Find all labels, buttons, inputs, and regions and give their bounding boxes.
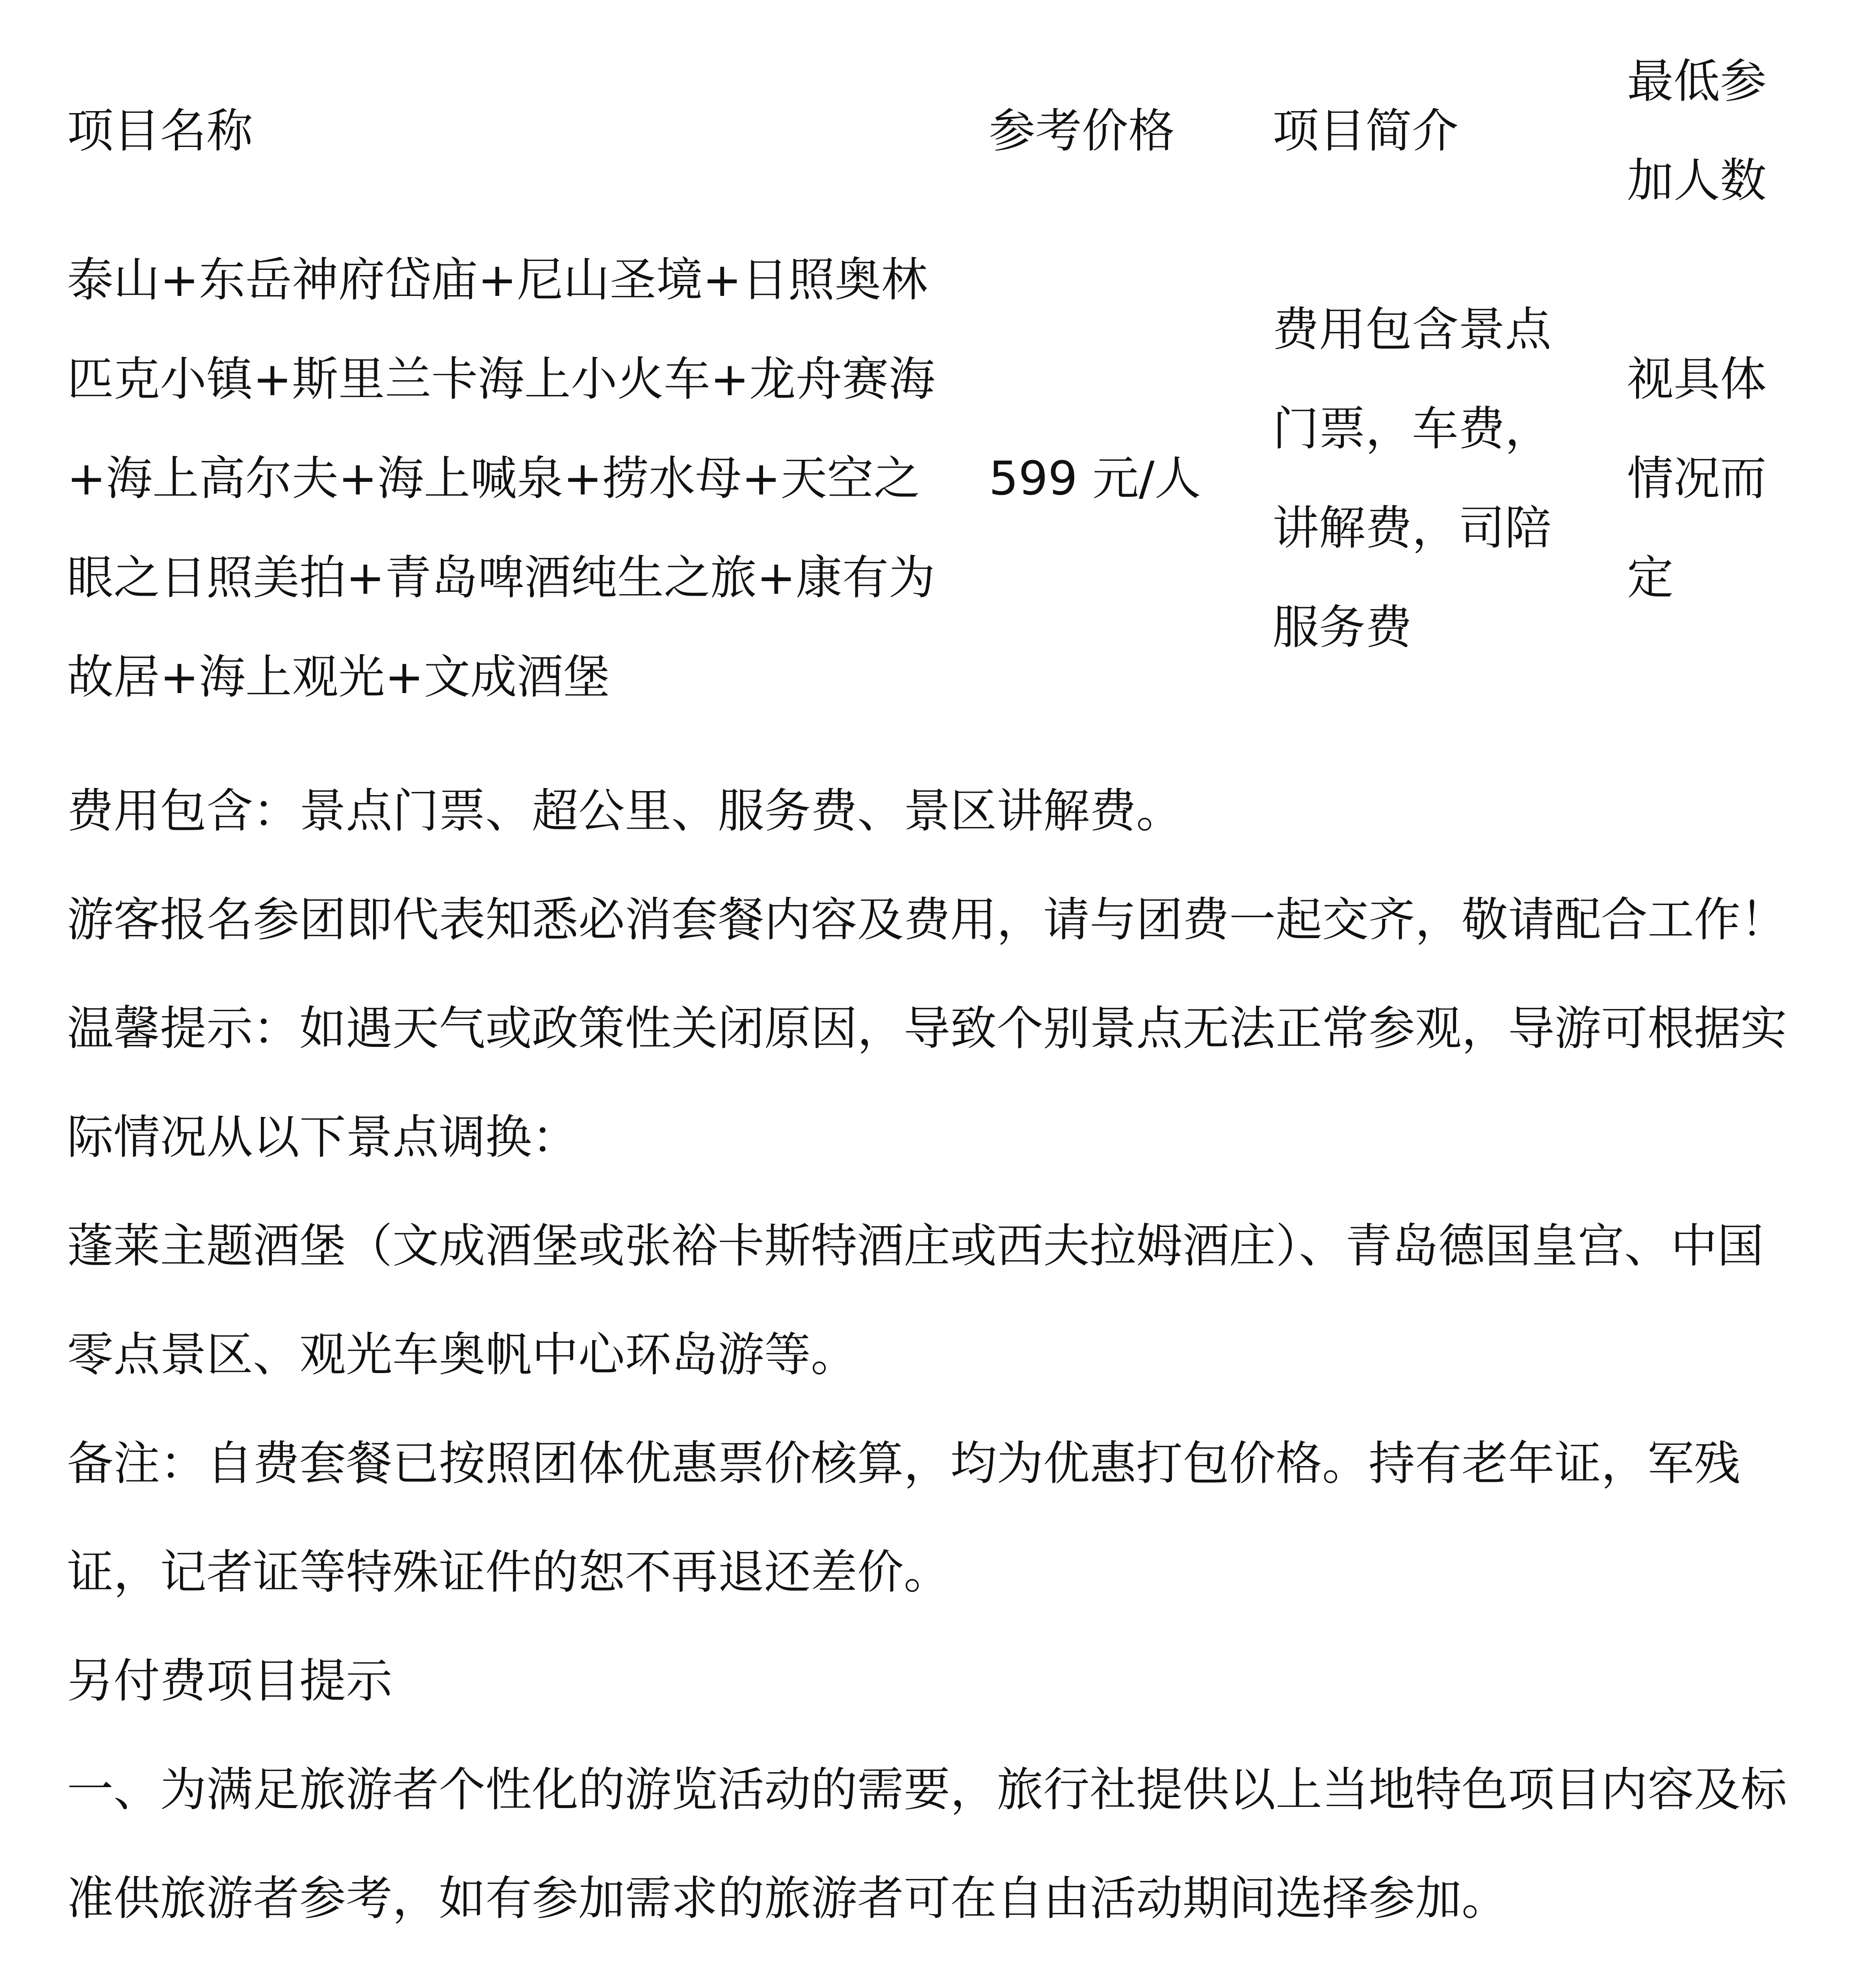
min-participants-text: 视具体情况而定 bbox=[1627, 352, 1767, 605]
extra-fee-item-1: 一、为满足旅游者个性化的游览活动的需要，旅行社提供以上当地特色项目内容及标准供旅游者参考，如有参加需求的旅游者可在自由活动期间选择参加。 bbox=[67, 1762, 1787, 1925]
cell-item-name bbox=[67, 230, 989, 727]
optional-items-table bbox=[67, 32, 1808, 727]
remarks-paragraph: 备注：自费套餐已按照团体优惠票价核算，均为优惠打包价格。持有老年证，军残证，记者证等特殊证件的恕不再退还差价。 bbox=[67, 1436, 1741, 1599]
cell-min-participants bbox=[1627, 230, 1808, 727]
header-item-description: 项目简介 bbox=[1272, 104, 1459, 158]
alternative-spots-paragraph: 蓬莱主题酒堡（文成酒堡或张裕卡斯特酒庄或西夫拉姆酒庄）、青岛德国皇宫、中国零点景区、观光车奥帆中心环岛游等。 bbox=[67, 1219, 1764, 1382]
notes-section bbox=[67, 756, 1808, 1970]
table-row bbox=[67, 230, 1808, 727]
table-header-row bbox=[67, 32, 1808, 230]
header-reference-price: 参考价格 bbox=[989, 104, 1175, 158]
extra-fee-heading: 另付费项目提示 bbox=[67, 1654, 393, 1708]
header-min-participants bbox=[1627, 32, 1808, 230]
cell-item-description bbox=[1272, 230, 1627, 727]
registration-notice-paragraph: 游客报名参团即代表知悉必消套餐内容及费用，请与团费一起交齐，敬请配合工作！ bbox=[67, 892, 1787, 947]
cell-reference-price: 599 元/人 bbox=[989, 451, 1201, 506]
header-item-name: 项目名称 bbox=[67, 104, 253, 158]
fee-includes-paragraph: 费用包含：景点门票、超公里、服务费、景区讲解费。 bbox=[67, 784, 1183, 838]
warm-tip-paragraph: 温馨提示：如遇天气或政策性关闭原因，导致个别景点无法正常参观，导游可根据实际情况从以下景点调换： bbox=[67, 1001, 1787, 1164]
extra-fee-item-2 bbox=[67, 1953, 1808, 1970]
header-min-participants-text: 最低参加人数 bbox=[1627, 54, 1767, 208]
item-name-text: 泰山+东岳神府岱庙+尼山圣境+日照奥林匹克小镇+斯里兰卡海上小火车+龙舟赛海+海上高尔夫+海上喊泉+捞水母+天空之眼之日照美拍+青岛啤酒纯生之旅+康有为故居+海上观光+文成酒堡 bbox=[67, 253, 935, 704]
item-description-text: 费用包含景点门票，车费，讲解费，司陪服务费 bbox=[1272, 302, 1552, 654]
